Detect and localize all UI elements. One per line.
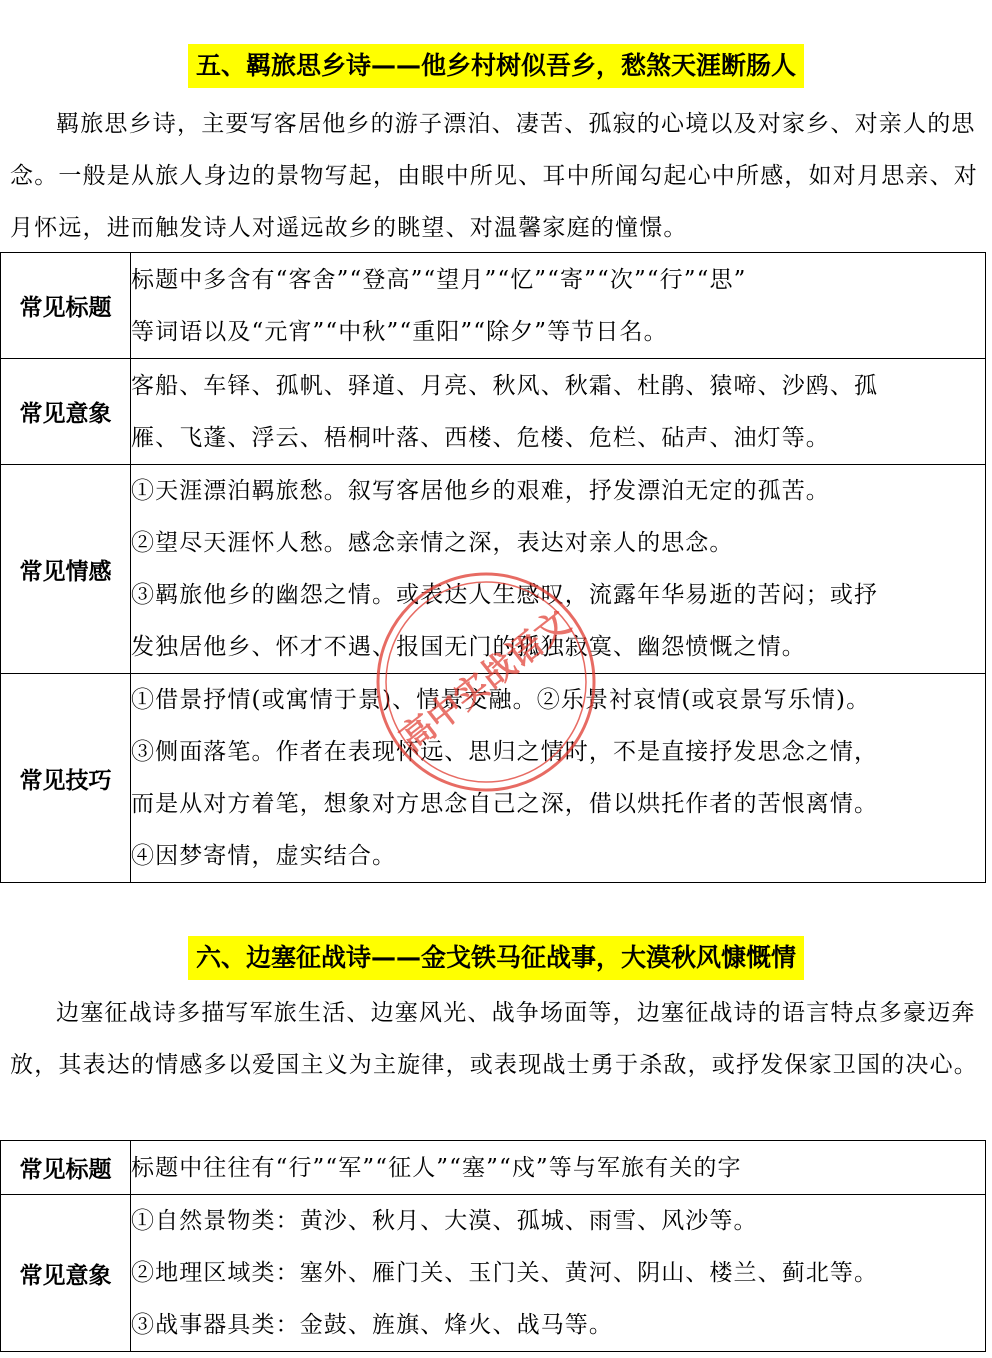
section5-heading-text: 五、羁旅思乡诗——他乡村树似吾乡，愁煞天涯断肠人	[188, 44, 804, 88]
content-line: 标题中往往有“行”“军”“征人”“塞”“戍”等与军旅有关的字	[131, 1154, 742, 1181]
table-row	[1, 253, 986, 359]
row-content	[131, 1195, 986, 1352]
table-row	[1, 1195, 986, 1352]
content-line: ③战事器具类：金鼓、旌旗、烽火、战马等。	[131, 1312, 613, 1338]
content-line: 发独居他乡、怀才不遇、报国无门的孤独寂寞、幽怨愤慨之情。	[131, 634, 806, 660]
row-label: 常见情感	[1, 465, 131, 674]
table-row	[1, 359, 986, 465]
content-line: ②望尽天涯怀人愁。感念亲情之深，表达对亲人的思念。	[131, 530, 734, 556]
content-line: ③羁旅他乡的幽怨之情。或表达人生感叹，流露年华易逝的苦闷；或抒	[131, 582, 879, 608]
stamp-text: 高中实战语文	[392, 602, 579, 760]
section6-table	[0, 1140, 986, 1352]
content-line: ②地理区域类：塞外、雁门关、玉门关、黄河、阴山、楼兰、蓟北等。	[131, 1260, 879, 1286]
section5-table	[0, 252, 986, 883]
table-row	[1, 1141, 986, 1195]
content-line: 客船、车铎、孤帆、驿道、月亮、秋风、秋霜、杜鹃、猿啼、沙鸥、孤	[131, 372, 879, 399]
content-line: ①借景抒情(或寓情于景)、情景交融。②乐景衬哀情(或哀景写乐情)。	[131, 687, 871, 713]
table-row	[1, 674, 986, 883]
section5-intro: 羁旅思乡诗，主要写客居他乡的游子漂泊、凄苦、孤寂的心境以及对家乡、对亲人的思念。一般是从旅人身边的景物写起，由眼中所见、耳中所闻勾起心中所感，如对月思亲、对月怀远，进而触发诗人对遥远故乡的眺望、对温馨家庭的憧憬。	[10, 111, 978, 241]
section6-heading-text: 六、边塞征战诗——金戈铁马征战事，大漠秋风慷慨情	[188, 936, 804, 980]
row-content	[131, 674, 986, 883]
section5-heading	[0, 44, 992, 88]
row-label: 常见意象	[1, 359, 131, 465]
row-content	[131, 465, 986, 674]
table-row	[1, 465, 986, 674]
content-line: ③侧面落笔。作者在表现怀远、思归之情时，不是直接抒发思念之情，	[131, 739, 879, 765]
content-line: 雁、飞蓬、浮云、梧桐叶落、西楼、危楼、危栏、砧声、油灯等。	[131, 424, 830, 451]
section6-intro: 边塞征战诗多描写军旅生活、边塞风光、战争场面等，边塞征战诗的语言特点多豪迈奔放，其表达的情感多以爱国主义为主旋律，或表现战士勇于杀敌，或抒发保家卫国的决心。	[10, 1000, 978, 1078]
content-line: 标题中多含有“客舍”“登高”“望月”“忆”“寄”“次”“行”“思”	[131, 266, 747, 293]
content-line: ④因梦寄情，虚实结合。	[131, 843, 397, 869]
content-line: ①自然景物类：黄沙、秋月、大漠、孤城、雨雪、风沙等。	[131, 1208, 758, 1234]
row-label: 常见标题	[1, 1141, 131, 1195]
row-label: 常见技巧	[1, 674, 131, 883]
content-line: 而是从对方着笔，想象对方思念自己之深，借以烘托作者的苦恨离情。	[131, 791, 879, 817]
content-line: ①天涯漂泊羁旅愁。叙写客居他乡的艰难，抒发漂泊无定的孤苦。	[131, 478, 830, 504]
section6-heading	[0, 936, 992, 980]
row-content	[131, 253, 986, 359]
row-content	[131, 359, 986, 465]
row-content	[131, 1141, 986, 1195]
row-label: 常见标题	[1, 253, 131, 359]
row-label: 常见意象	[1, 1195, 131, 1352]
content-line: 等词语以及“元宵”“中秋”“重阳”“除夕”等节日名。	[131, 318, 668, 345]
